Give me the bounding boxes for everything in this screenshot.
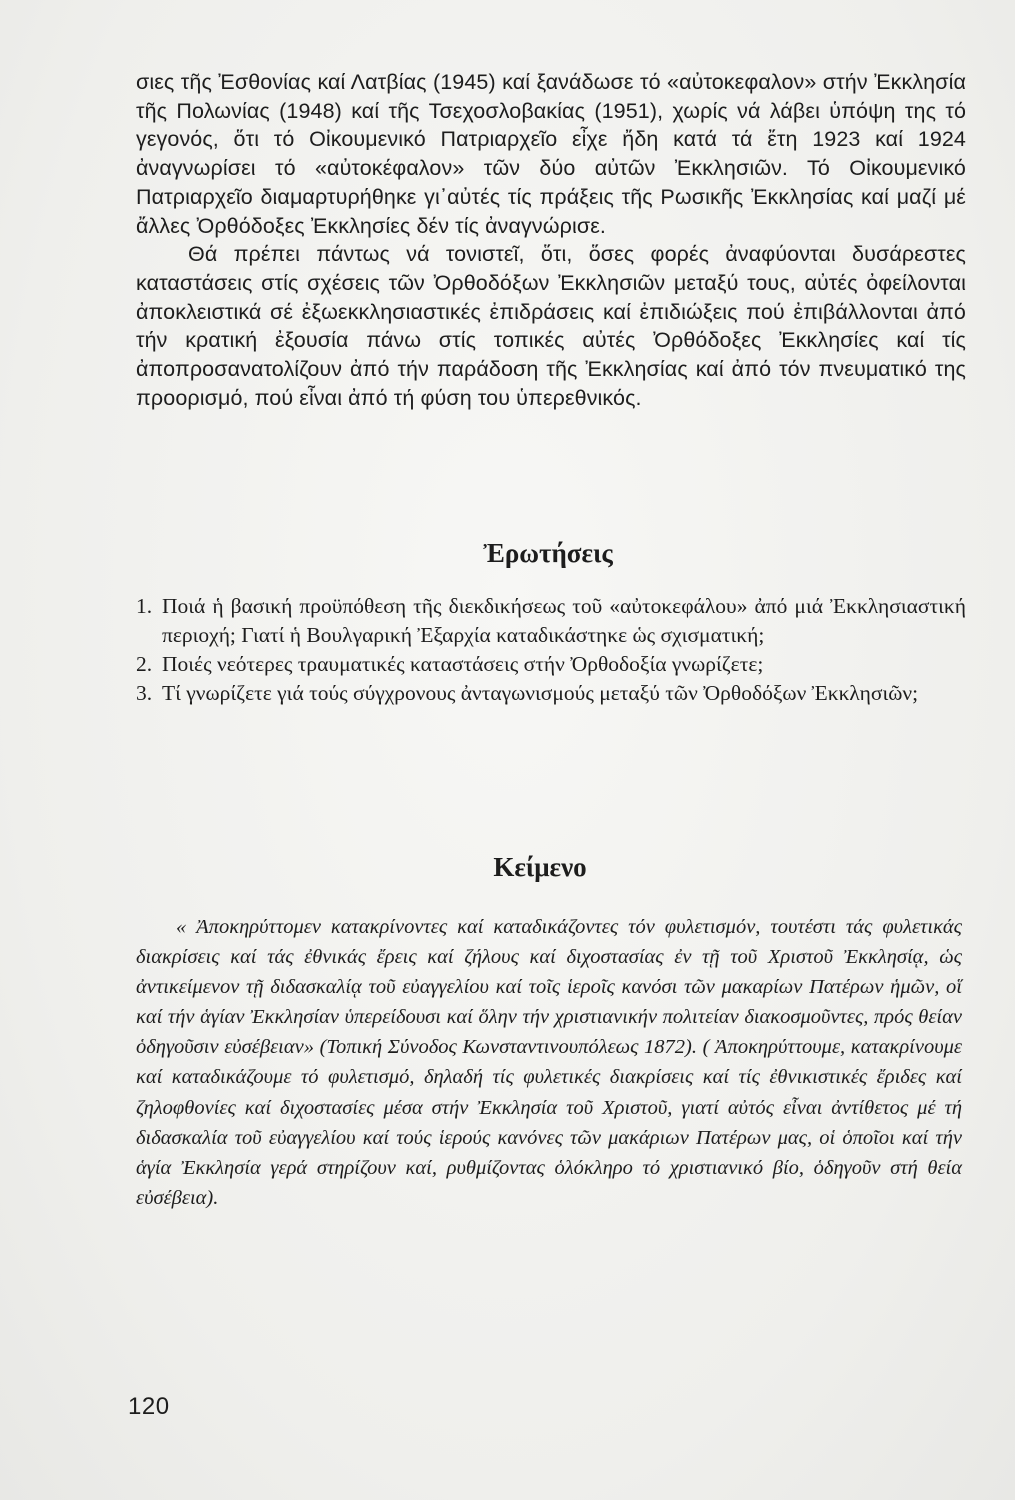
question-item-3	[136, 679, 966, 708]
question-number: 2.	[136, 652, 153, 676]
question-text: Ποιές νεότερες τραυματικές καταστάσεις στήν Ὀρθοδοξία γνωρίζετε;	[162, 652, 764, 676]
question-text: Ποιά ἡ βασική προϋπόθεση τῆς διεκδικήσεως τοῦ «αὐτοκεφάλου» ἀπό μιά Ἐκκλησιαστική περιοχή; Γιατί ἡ Βουλγαρική Ἐξαρχία καταδικάστηκε ὡς σχισματική;	[162, 594, 966, 647]
question-number: 1.	[136, 594, 153, 618]
body-text	[136, 68, 966, 412]
questions-heading: Ἐρωτήσεις	[483, 538, 613, 568]
question-item-1	[136, 592, 966, 650]
body-paragraph-1: σιες τῆς Ἐσθονίας καί Λατβίας (1945) καί ξανάδωσε τό «αὐτοκεφαλον» στήν Ἐκκλησία τῆς Πολωνίας (1948) καί τῆς Τσεχοσλοβακίας (1951), χωρίς νά λάβει ὑπόψη της τό γεγονός, ὅτι τό Οἰκουμενικό Πατριαρχεῖο εἶχε ἤδη κατά τά ἔτη 1923 καί 1924 ἀναγνωρίσει τό «αὐτοκέφαλον» τῶν δύο αὐτῶν Ἐκκλησιῶν. Τό Οἰκουμενικό Πατριαρχεῖο διαμαρτυρήθηκε γι᾽αὐτές τίς πράξεις τῆς Ρωσικῆς Ἐκκλησίας καί μαζί μέ ἄλλες Ὀρθόδοξες Ἐκκλησίες δέν τίς ἀναγνώρισε.	[136, 70, 966, 238]
question-number: 3.	[136, 681, 153, 705]
question-text: Τί γνωρίζετε γιά τούς σύγχρονους ἀνταγωνισμούς μεταξύ τῶν Ὀρθοδόξων Ἐκκλησιῶν;	[162, 681, 919, 705]
body-paragraph-2: Θά πρέπει πάντως νά τονιστεῖ, ὅτι, ὅσες φορές ἀναφύονται δυσάρεστες καταστάσεις στίς σχέσεις τῶν Ὀρθοδόξων Ἐκκλησιῶν μεταξύ τους, αὐτές ὀφείλονται ἀποκλειστικά σέ ἐξωεκκλησιαστικές ἐπιδράσεις καί ἐπιδιώξεις πού ἐπιβάλλονται ἀπό τήν κρατική ἐξουσία πάνω στίς τοπικές αὐτές Ὀρθόδοξες Ἐκκλησίες καί τίς ἀποπροσανατολίζουν ἀπό τήν παράδοση τῆς Ἐκκλησίας καί ἀπό τόν πνευματικό της προορισμό, πού εἶναι ἀπό τή φύση του ὑπερεθνικός.	[136, 242, 966, 410]
page-number: 120	[128, 1393, 170, 1420]
questions-list	[136, 592, 966, 708]
question-item-2	[136, 650, 966, 679]
text-heading: Κείμενο	[493, 852, 587, 882]
quote-text: « Ἀποκηρύττομεν κατακρίνοντες καί καταδικάζοντες τόν φυλετισμόν, τουτέστι τάς φυλετικάς διακρίσεις καί τάς ἐθνικάς ἔρεις καί ζήλους καί διχοστασίας ἐν τῇ τοῦ Χριστοῦ Ἐκκλησίᾳ, ὡς ἀντικείμενον τῇ διδασκαλίᾳ τοῦ εὐαγγελίου καί τοῖς ἱεροῖς κανόσι τῶν μακαρίων Πατέρων ἡμῶν, οἵ καί τήν ἁγίαν Ἐκκλησίαν ὑπερείδουσι καί ὅλην τήν χριστιανικήν πολιτείαν διακοσμοῦντες, πρός θείαν ὁδηγοῦσιν εὐσέβειαν» (Τοπική Σύνοδος Κωνσταντινουπόλεως 1872). ( Ἀποκηρύττουμε, κατακρίνουμε καί καταδικάζουμε τό φυλετισμό, δηλαδή τίς φυλετικές διακρίσεις καί τίς ἐθνικιστικές ἔριδες καί ζηλοφθονίες καί διχοστασίες μέσα στήν Ἐκκλησία τοῦ Χριστοῦ, γιατί αὐτός εἶναι ἀντίθετος μέ τή διδασκαλία τοῦ εὐαγγελίου καί τούς ἱερούς κανόνες τῶν μακάριων Πατέρων μας, οἱ ὁποῖοι καί τήν ἁγία Ἐκκλησία γερά στηρίζουν καί, ρυθμίζοντας ὁλόκληρο τό χριστιανικό βίο, ὁδηγοῦν στή θεία εὐσέβεια).	[136, 916, 962, 1209]
